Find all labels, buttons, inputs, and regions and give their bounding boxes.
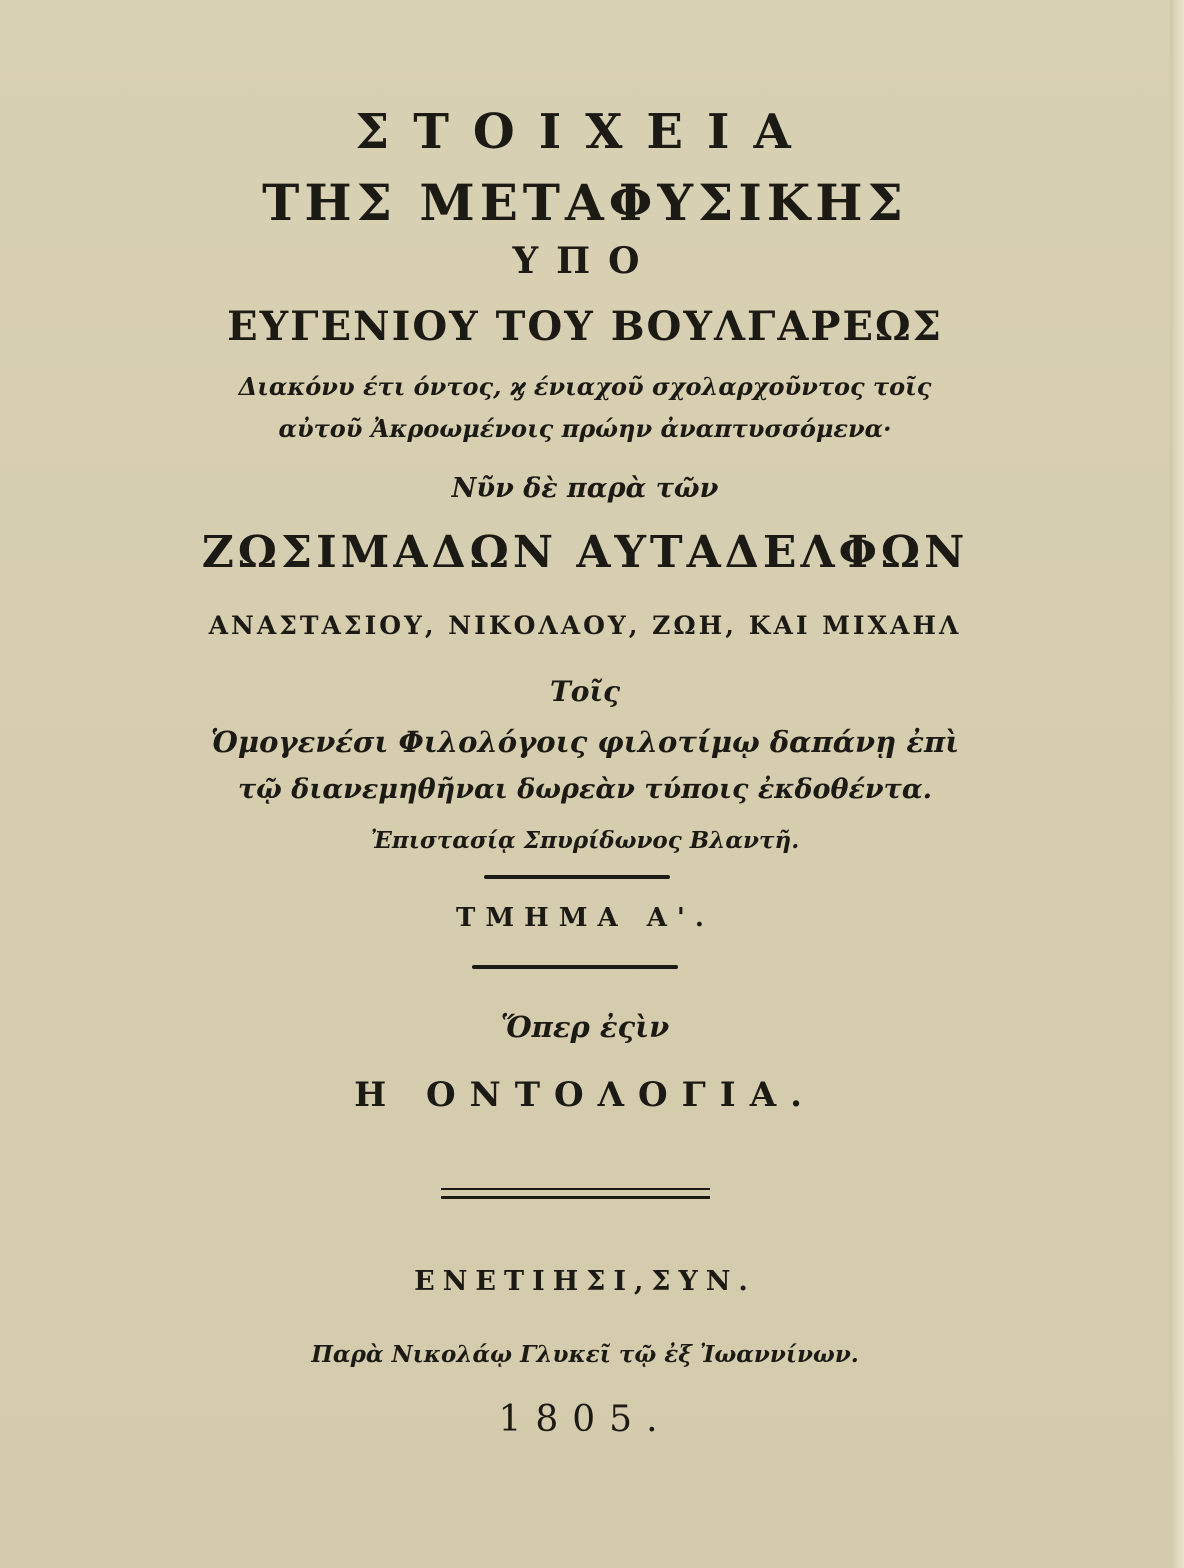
place-of-publication: ΕΝΕΤΙΗΣΙ,ΣΥΝ. [414,1266,756,1297]
publication-year: 1805. [498,1399,672,1440]
hoper-estin-line: Ὅπερ ἐςὶν [500,1010,670,1044]
publishers-line: ΖΩΣΙΜΑΔΩΝ ΑΥΤΑΔΕΛΦΩΝ [201,527,969,578]
section-heading: ΤΜΗΜΑ Α'. [456,903,714,933]
description-line-3: Νῦν δὲ παρὰ τῶν [451,473,719,504]
dedication-line-1: Ὁμογενέσι Φιλολόγοις φιλοτίμῳ δαπάνῃ ἐπὶ [210,725,960,759]
dedication-line-2: τῷ διανεμηθῆναι δωρεὰν τύποις ἐκδοθέντα. [237,774,933,805]
publishers-names: ΑΝΑΣΤΑΣΙΟΥ, ΝΙΚΟΛΑΟΥ, ΖΩΗ, ΚΑΙ ΜΙΧΑΗΛ [208,611,962,640]
ontology-line: Η ΟΝΤΟΛΟΓΙΑ. [354,1075,816,1115]
dedication-tois: Τοῖς [549,675,621,708]
divider-rule-2 [472,965,678,969]
ornamental-rule [441,1188,710,1199]
title-line-stoicheia: ΣΤΟΙΧΕΙΑ [355,104,815,160]
printer-line: Παρὰ Νικολάῳ Γλυκεῖ τῷ ἐξ Ἰωαννίνων. [311,1341,859,1368]
title-line-hypo: ΥΠΟ [512,240,658,282]
description-line-2: αὐτοῦ Ἀκροωμένοις πρώην ἀναπτυσσόμενα· [278,414,892,443]
description-line-1: Διακόνυ έτι όντος, ϗ ένιαχοῦ σχολαρχοῦντος τοῖς [238,372,932,401]
author-line: ΕΥΓΕΝΙΟΥ ΤΟΥ ΒΟΥΛΓΑΡΕΩΣ [227,303,943,350]
page-edge [1170,0,1184,1568]
title-line-metaphysics: ΤΗΣ ΜΕΤΑΦΥΣΙΚΗΣ [262,173,908,232]
divider-rule-1 [484,875,670,879]
supervision-line: Ἐπιστασίᾳ Σπυρίδωνος Βλαντῆ. [370,827,800,854]
